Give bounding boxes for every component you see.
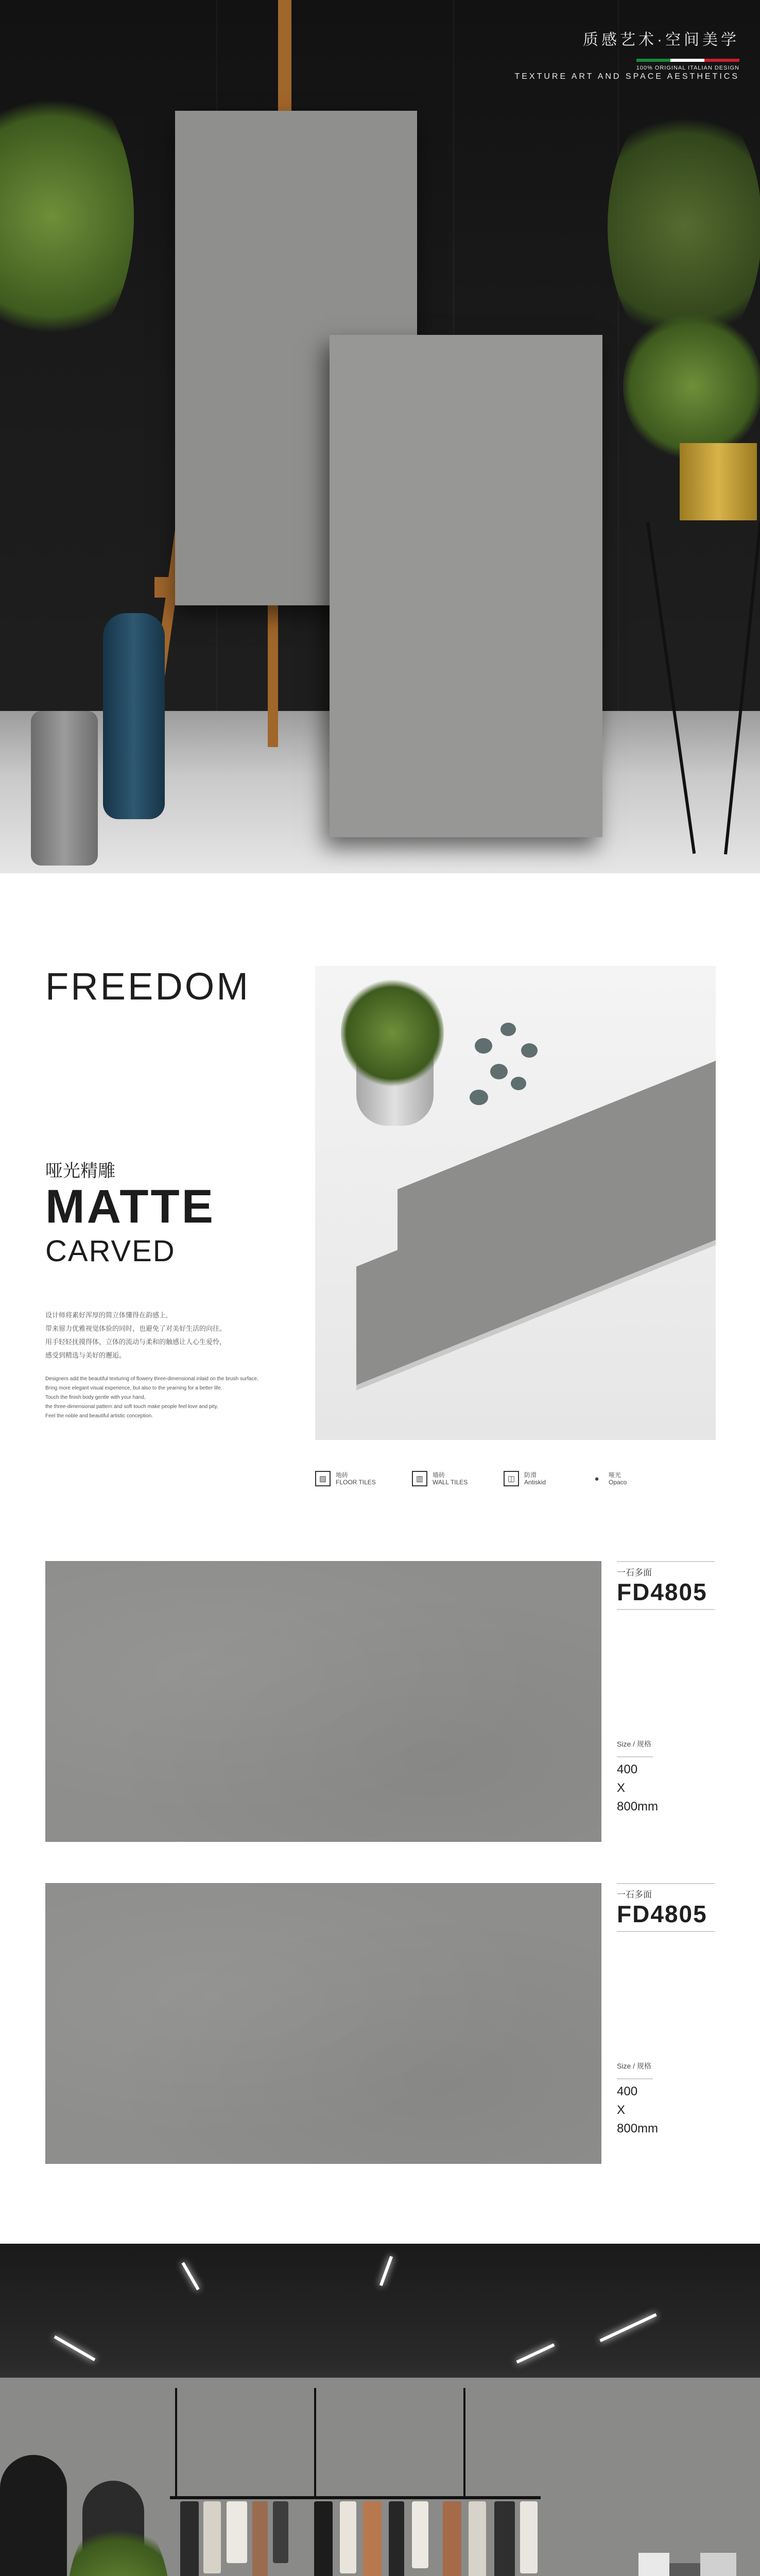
rack-hanger-rod [314,2388,316,2496]
description-en [45,1375,287,1421]
garment [273,2501,288,2563]
cactus-plant [341,976,444,1090]
spec-divider [617,1883,715,1884]
brand-slogan-en: TEXTURE ART AND SPACE AESTHETICS [514,72,739,81]
product-code: FD4805 [617,1579,707,1605]
pebble [511,1077,526,1090]
usage-cn: 哑光 [609,1471,621,1479]
ceiling-light [379,2256,393,2286]
desc-cn-line: 感受到精选与美好的邂逅。 [45,1351,126,1359]
title-matte: MATTE [45,1180,216,1233]
desc-en-line: Bring more elegant visual experience, but also to the yearning for a better life. [45,1385,222,1391]
usage-icon-floor [315,1470,376,1487]
hero-tile-small [330,335,602,837]
desc-en-line: Touch the finish body gentle with your hand, [45,1395,146,1400]
pebble [500,1023,516,1036]
desc-en-line: the three-dimensional pattern and soft touch make people feel love and pity, [45,1404,218,1410]
display-box [669,2563,700,2576]
display-box [638,2553,669,2576]
garment [363,2501,382,2576]
hero-brand-block [514,27,739,81]
subtitle-cn: 哑光精雕 [45,1161,115,1181]
showroom-scene [0,2244,760,2576]
freedom-logo: FREEDOM [45,965,250,1008]
usage-en: WALL TILES [433,1479,468,1486]
usage-en: Antiskid [524,1479,546,1486]
usage-en: FLOOR TILES [336,1479,376,1486]
display-box [700,2553,736,2576]
desc-en-line: Designers add the beautiful texturing of flowery three-dimensional inlaid on the brush surface, [45,1376,258,1382]
pebble [475,1038,492,1054]
spec-divider [617,1756,653,1757]
product-photo [315,966,716,1440]
garment [203,2501,221,2573]
garment [180,2501,199,2576]
usage-cn: 地砖 [336,1471,349,1479]
usage-en: Opaco [609,1479,627,1486]
gold-planter [680,443,757,520]
plant-right [623,309,760,464]
title-carved: CARVED [45,1234,176,1268]
size-label: Size / 规格 [617,2062,651,2070]
garment [469,2501,486,2576]
desc-en-line: Feel the noble and beautiful artistic conception. [45,1413,153,1419]
garment [412,2501,428,2568]
usage-icon-wall [412,1470,468,1487]
usage-cn: 防滑 [524,1471,537,1479]
ceiling-light [516,2343,555,2363]
usage-cn: 墙砖 [433,1471,445,1479]
ceiling-light [599,2313,657,2342]
desc-cn-line: 带来留力优雅视觉体验的同时，也避免了对美好生活的向往。 [45,1325,227,1332]
pebble [470,1090,488,1105]
size-width: 400 [617,1762,638,1776]
matte-icon: ● [594,1474,599,1483]
floor-tile-icon: ▨ [315,1471,331,1486]
garment [494,2501,515,2576]
usage-icon-antiskid [504,1470,546,1487]
rack-hanger-rod [175,2388,177,2496]
arch-doorway [0,2455,67,2576]
easel-top [278,0,291,111]
brand-slogan-cn: 质感艺术·空间美学 [583,31,739,48]
tile-swatch [45,1883,601,2164]
garment [340,2501,356,2573]
usage-icon-matte [590,1470,627,1487]
ceiling-light [181,2262,199,2291]
tile-texture [45,1561,601,1842]
rack-hanger-rod [463,2388,465,2496]
spec-divider [617,1561,715,1562]
tile-texture [45,1883,601,2164]
pebble [521,1043,538,1058]
wall-tile-icon: ▥ [412,1471,427,1486]
brand-small-text: 100% ORIGINAL ITALIAN DESIGN [636,65,739,71]
size-label: Size / 规格 [617,1740,651,1748]
spec-divider [617,2078,653,2079]
size-height: 800mm [617,1800,659,1814]
italian-flag-icon [636,59,739,62]
plant-left [0,72,134,361]
wall-panel-line [618,0,619,711]
product-code: FD4805 [617,1901,707,1927]
hero-banner [0,0,760,873]
easel-leg [268,592,278,747]
garment [314,2501,333,2576]
blue-vase [103,613,165,819]
pebble [490,1064,508,1079]
size-height: 800mm [617,2122,659,2136]
garment [443,2501,461,2576]
garment [389,2501,404,2576]
garment [520,2501,538,2573]
size-x: X [617,2103,626,2117]
size-x: X [617,1781,626,1795]
antiskid-icon: ◫ [504,1471,519,1486]
grey-vase [31,711,98,866]
desc-cn-line: 设计师将素好浑厚的简立体懂得在韵感上, [45,1311,168,1319]
product-series: 一石多面 [617,1890,652,1900]
clothing-rack [170,2496,541,2499]
garment [227,2501,247,2563]
product-spec [617,1883,715,2138]
ceiling-light [54,2335,96,2361]
tile-swatch [45,1561,601,1842]
size-width: 400 [617,2084,638,2098]
product-spec [617,1561,715,1816]
description-cn [45,1309,282,1362]
garment [252,2501,268,2576]
desc-cn-line: 用手轻轻抚摸得体，立体的流动与柔和的触感让人心生爱怜， [45,1338,227,1346]
product-series: 一石多面 [617,1568,652,1578]
